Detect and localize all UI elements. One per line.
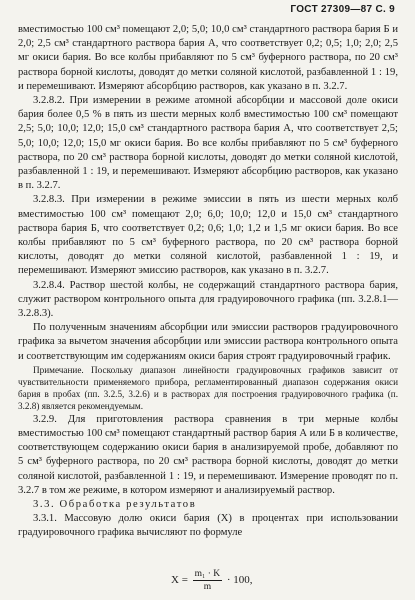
formula-numerator: m₁ · K [194, 569, 221, 579]
paragraph-3-2-8-2: 3.2.8.2. При измерении в режиме атомной абсорбции и массовой доле окиси бария более 0,5 % в пять из шести мерных колб вместимостью 100 см³ помещают 2,5; 5,0; 10,0; 12,0; 15,0 см³ стандартного раствора бария А, что соответствует 2,5; 5,0; 10,0; 12,0; 15,0 мг окиси бария. Во все колбы прибавляют по 5 см³ буферного раствора, по 20 см³ раствора борной кислоты, доводят до метки соляной кислотой, разбавленной 1 : 19, и перемешивают. Измеряют абсорбцию растворов, как указано в п. 3.2.7. [18, 95, 398, 192]
paragraph-3-2-8-4: 3.2.8.4. Раствор шестой колбы, не содержащий стандартного раствора бария, служит раствором контрольного опыта для градуировочного графика (пп. 3.2.8.1—3.2.8.3). [18, 279, 398, 320]
section-heading-results: 3.3. Обработка результатов [33, 498, 197, 510]
paragraph-continuation: вместимостью 100 см³ помещают 2,0; 5,0; 10,0 см³ стандартного раствора бария Б и 2,0; 2,5 см³ стандартного раствора бария А, что соответствует 0,2; 0,5; 1,0; 2,0; 2,5 мг окиси бария. Во все колбы прибавляют по 5 см³ буферного раствора, по 20 см³ раствора борной кислоты, доводят до метки соляной кислотой, разбавленной 1 : 19, и перемешивают. Измеряют абсорбцию растворов, как указано в п. 3.2.7. [18, 24, 398, 92]
page-header: ГОСТ 27309—87 С. 9 [290, 4, 395, 15]
paragraph-note: Примечание. Поскольку диапазон линейности градуировочных графиков зависит от чувствительности применяемого прибора, регламентированный диапазон содержания окиси бария в пробах (пп. 3.2.5, 3.2.6) и в растворах для построения градуировочного графика (п. 3.2.8) является рекомендуемым. [18, 364, 398, 412]
paragraph-3-2-9: 3.2.9. Для приготовления раствора сравнения в три мерные колбы вместимостью 100 см³ помещают стандартный раствор бария А или Б в количестве, соответствующем содержанию окиси бария в анализируемой пробе, добавляют по 5 см³ буферного раствора, по 20 см³ раствора борной кислоты, доводят до метки соляной кислотой, разбавленной 1 : 19, и перемешивают. Измерение проводят по п. 3.2.7 в том же режиме, в котором измеряют и анализируемый раствор. [18, 413, 398, 496]
paragraph-calibration-graph: По полученным значениям абсорбции или эмиссии растворов градуировочного графика за вычетом значения абсорбции или эмиссии раствора контрольного опыта и соответствующим им содержаниям окиси бария строят градуировочный график. [18, 322, 398, 362]
formula-fraction [193, 568, 222, 593]
formula-rhs: · 100, [226, 574, 253, 587]
paragraph-3-2-8-3: 3.2.8.3. При измерении в режиме эмиссии в пять из шести мерных колб вместимостью 100 см³ помещают 2,0; 6,0; 10,0; 12,0 и 15,0 см³ стандартного раствора бария Б, что соответствует 0,2; 0,6; 1,0; 1,2 и 1,5 мг окиси бария. Во все колбы прибавляют по 5 см³ буферного раствора, по 20 см³ раствора борной кислоты, доводят до метки соляной кислотой, разбавленной 1 : 19, и перемешивают. Измеряют эмиссию растворов, как указано в п. 3.2.7. [18, 194, 398, 277]
formula-lhs: X = [171, 574, 188, 587]
formula [171, 568, 253, 593]
document-body [18, 23, 398, 541]
formula-denominator: m [203, 582, 212, 592]
paragraph-3-3-1: 3.3.1. Массовую долю окиси бария (X) в процентах при использовании градуировочного графика вычисляют по формуле [18, 513, 398, 539]
